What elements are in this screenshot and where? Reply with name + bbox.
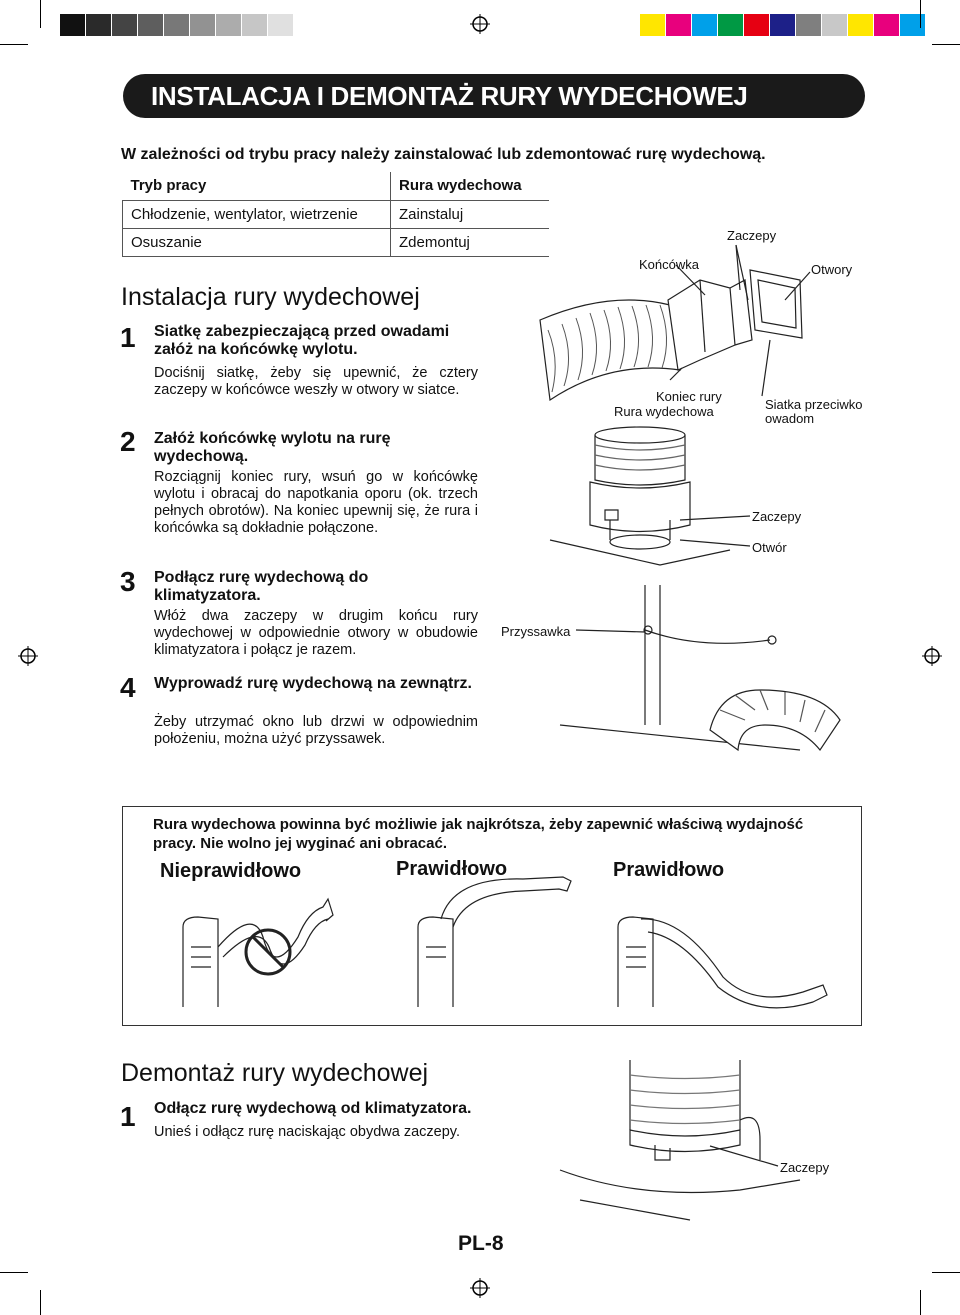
installation-illustration: [500, 220, 880, 760]
step-number: 1: [120, 322, 136, 353]
crop-mark: [920, 1290, 921, 1315]
crop-mark: [0, 1272, 28, 1273]
step-number: 4: [120, 672, 136, 703]
gray-calibration-bars: [60, 14, 294, 36]
crop-mark: [40, 1290, 41, 1315]
table-cell: Zdemontuj: [391, 228, 549, 256]
removal-heading: Demontaż rury wydechowej: [121, 1059, 429, 1087]
variant-label-right: Prawidłowo: [613, 859, 725, 881]
registration-mark-bottom: [470, 1278, 490, 1298]
step-body: Unieś i odłącz rurę naciskając obydwa zaczepy.: [154, 1124, 460, 1140]
step-title: Załóż końcówkę wylotu na rurę wydechową.: [154, 430, 391, 465]
step-body: Włóż dwa zaczepy w drugim końcu rury wydechowej w odpowiednie otwory w obudowie klimatyzatora i połącz je razem.: [154, 608, 478, 658]
warning-note-box: [122, 806, 862, 1026]
crop-mark: [920, 0, 921, 28]
variant-label-right: Prawidłowo: [396, 858, 508, 880]
table-cell: Chłodzenie, wentylator, wietrzenie: [123, 200, 391, 228]
step-body: Rozciągnij koniec rury, wsuń go w końcówkę wylotu i obracaj do napotkania oporu (ok. trzech pełnych obrotów). Na koniec upewnij się, że rura i końcówka są dokładnie połączone.: [154, 469, 478, 536]
table-row: [123, 228, 549, 256]
table-header-cell: Rura wydechowa: [391, 172, 549, 200]
hose-bending-illustration: [123, 807, 863, 1027]
table-cell: Zainstaluj: [391, 200, 549, 228]
crop-mark: [0, 44, 28, 45]
figure-label: Koniec rury: [656, 389, 722, 404]
step-number: 3: [120, 566, 136, 597]
figure-label: Rura wydechowa: [614, 404, 714, 419]
step-title: Odłącz rurę wydechową od klimatyzatora.: [154, 1100, 472, 1117]
page-title: INSTALACJA I DEMONTAŻ RURY WYDECHOWEJ: [123, 74, 865, 118]
figure-label: Zaczepy: [752, 509, 802, 524]
table-header-cell: Tryb pracy: [123, 172, 391, 200]
crop-mark: [932, 1272, 960, 1273]
note-text: Rura wydechowa powinna być możliwie jak najkrótsza, żeby zapewnić właściwą wydajność pracy. Nie wolno jej wyginać ani obracać.: [153, 816, 804, 852]
page-number: PL-8: [458, 1232, 504, 1255]
figure-label: Końcówka: [639, 257, 699, 272]
figure-label: Siatka przeciwko owadom: [765, 397, 863, 426]
crop-mark: [932, 44, 960, 45]
step-title: Wyprowadź rurę wydechową na zewnątrz.: [154, 675, 472, 692]
variant-label-wrong: Nieprawidłowo: [160, 860, 302, 882]
step-number: 1: [120, 1101, 136, 1132]
registration-mark-right: [922, 646, 942, 666]
step-number: 2: [120, 426, 136, 457]
table-header-row: [123, 172, 549, 200]
table-row: [123, 200, 549, 228]
step-body: Dociśnij siatkę, żeby się upewnić, że cztery zaczepy w końcówce weszły w otwory w siatce.: [154, 365, 478, 398]
mode-table: [122, 172, 549, 257]
figure-label: Otwór: [752, 540, 787, 555]
figure-label: Zaczepy: [780, 1160, 830, 1175]
color-calibration-bars: [640, 14, 926, 36]
step-title: Podłącz rurę wydechową do klimatyzatora.: [154, 569, 369, 604]
registration-mark-top: [470, 14, 490, 34]
step-title: Siatkę zabezpieczającą przed owadami załóż na końcówkę wylotu.: [154, 323, 450, 358]
figure-label: Otwory: [811, 262, 853, 277]
crop-mark: [40, 0, 41, 28]
figure-label: Zaczepy: [727, 228, 777, 243]
figure-label: Przyssawka: [501, 624, 571, 639]
table-cell: Osuszanie: [123, 228, 391, 256]
intro-text: W zależności od trybu pracy należy zainstalować lub zdemontować rurę wydechową.: [121, 146, 766, 163]
registration-mark-left: [18, 646, 38, 666]
installation-heading: Instalacja rury wydechowej: [121, 283, 420, 311]
step-body: Żeby utrzymać okno lub drzwi w odpowiednim położeniu, można użyć przyssawek.: [154, 714, 478, 747]
removal-illustration: [560, 1060, 820, 1220]
